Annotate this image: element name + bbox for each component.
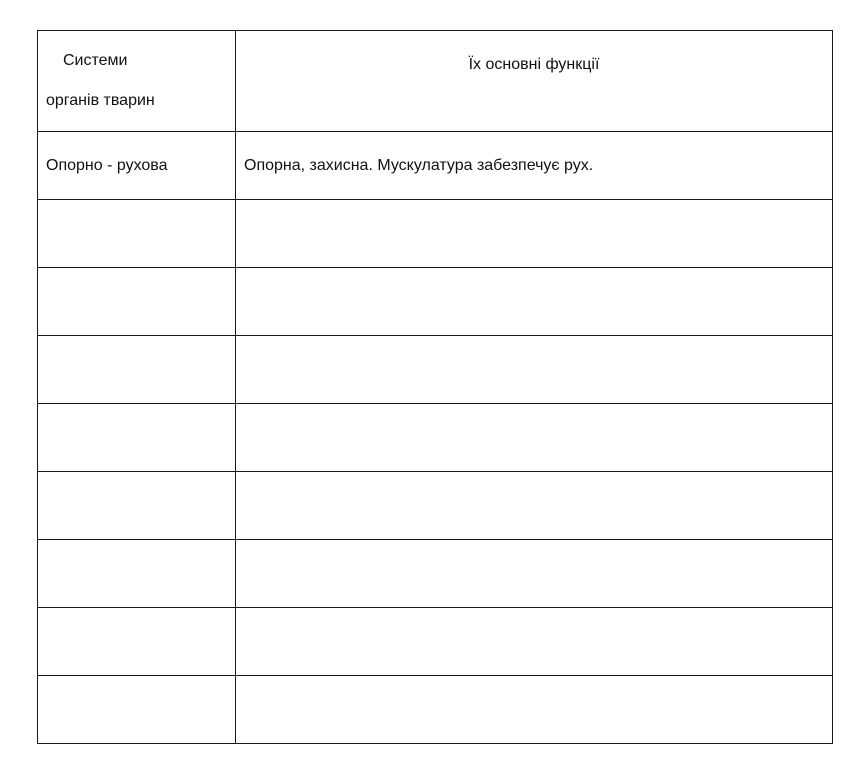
table-row bbox=[38, 404, 833, 472]
worksheet bbox=[37, 30, 832, 744]
table-header-row bbox=[38, 31, 833, 132]
functions-cell[interactable]: Опорна, захисна. Мускулатура забезпечує рух. bbox=[236, 132, 833, 200]
table-row bbox=[38, 676, 833, 744]
organ-systems-table bbox=[37, 30, 833, 744]
functions-cell[interactable] bbox=[236, 200, 833, 268]
functions-cell[interactable] bbox=[236, 608, 833, 676]
functions-cell[interactable] bbox=[236, 268, 833, 336]
functions-cell[interactable] bbox=[236, 540, 833, 608]
system-cell[interactable] bbox=[38, 404, 236, 472]
table-row bbox=[38, 268, 833, 336]
table-row bbox=[38, 132, 833, 200]
table-row bbox=[38, 336, 833, 404]
table-row bbox=[38, 608, 833, 676]
functions-cell[interactable] bbox=[236, 472, 833, 540]
system-cell[interactable] bbox=[38, 540, 236, 608]
functions-cell[interactable] bbox=[236, 336, 833, 404]
system-cell[interactable] bbox=[38, 608, 236, 676]
system-cell[interactable] bbox=[38, 200, 236, 268]
system-cell[interactable] bbox=[38, 472, 236, 540]
table-row bbox=[38, 200, 833, 268]
functions-cell[interactable] bbox=[236, 676, 833, 744]
header-cell-functions bbox=[236, 31, 833, 132]
header-functions-label: Їх основні функції bbox=[468, 56, 600, 73]
header-cell-systems bbox=[38, 31, 236, 132]
system-cell[interactable] bbox=[38, 336, 236, 404]
table-row bbox=[38, 472, 833, 540]
system-cell[interactable]: Опорно - рухова bbox=[38, 132, 236, 200]
system-cell[interactable] bbox=[38, 268, 236, 336]
functions-cell[interactable] bbox=[236, 404, 833, 472]
table-row bbox=[38, 540, 833, 608]
system-cell[interactable] bbox=[38, 676, 236, 744]
header-systems-line2: органів тварин bbox=[46, 92, 155, 109]
header-systems-line1: Системи bbox=[63, 52, 128, 69]
